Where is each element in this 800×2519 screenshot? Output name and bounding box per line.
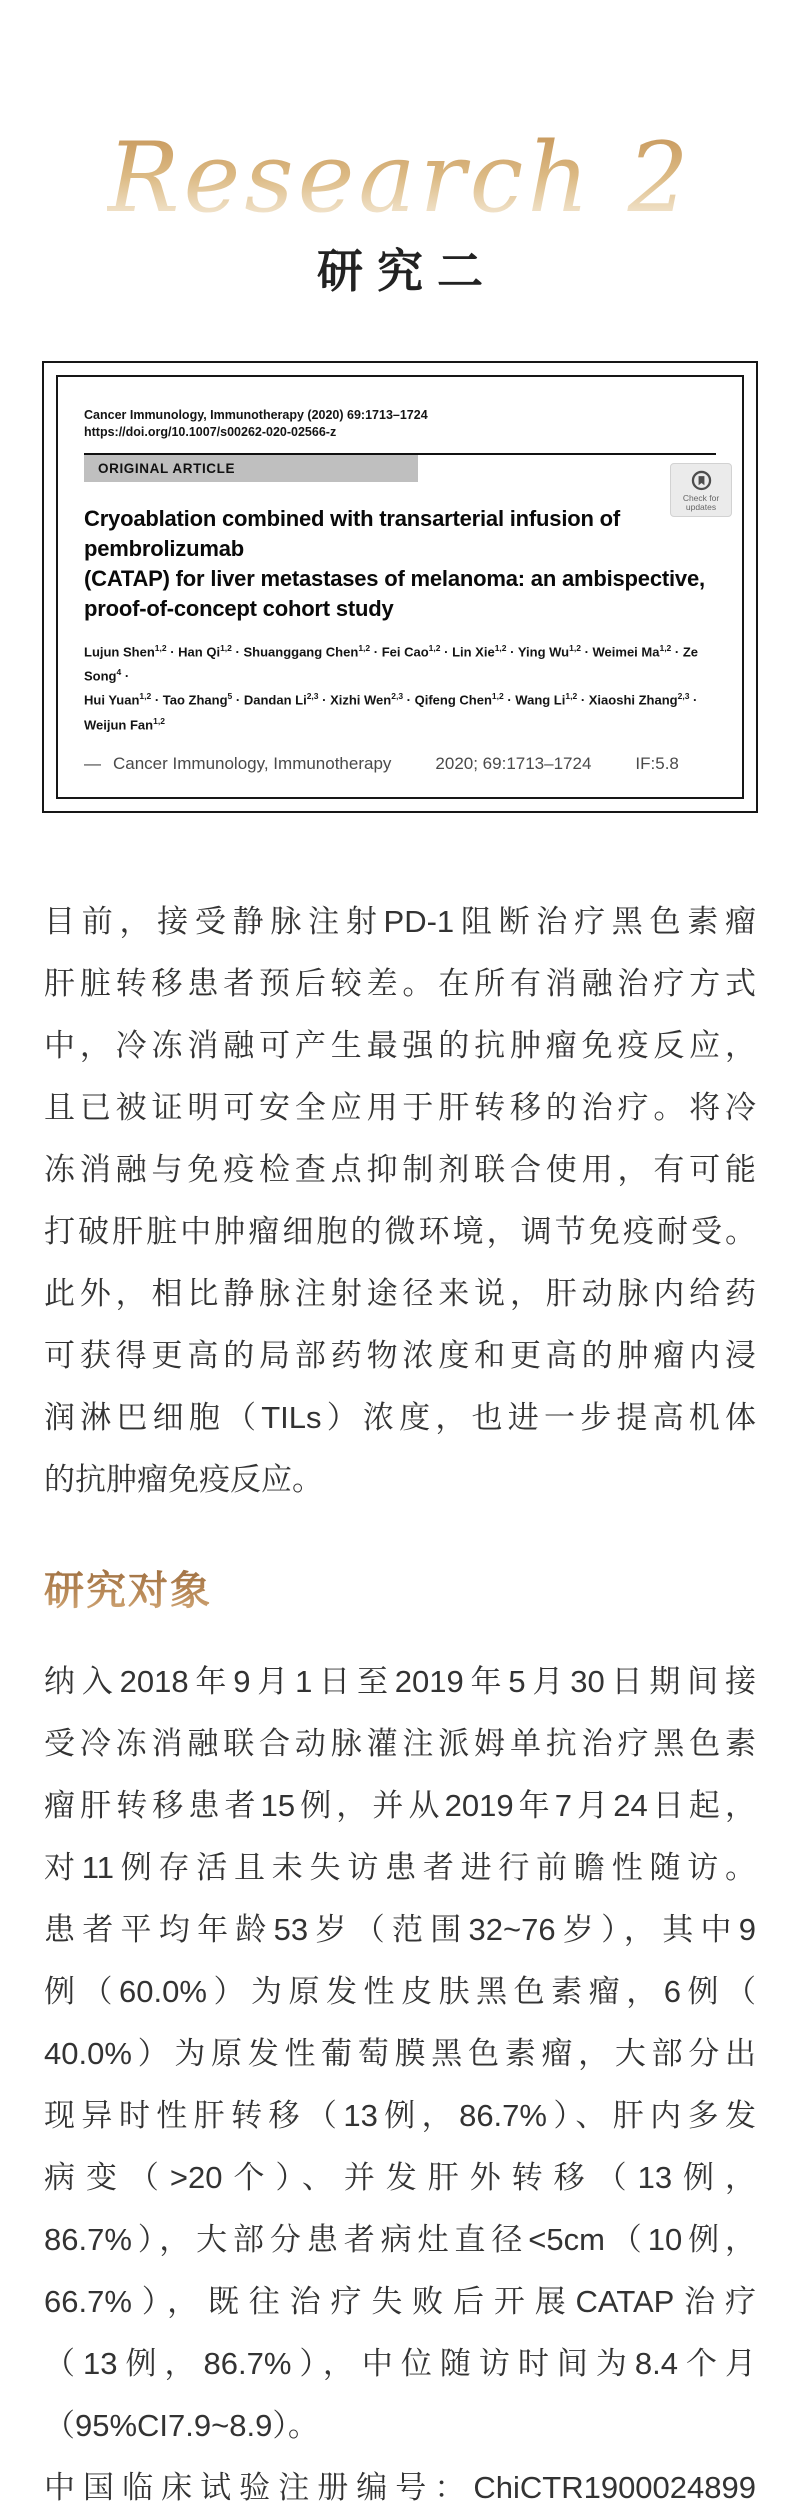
text-line: 对11例存活且未失访患者进行前瞻性随访。	[44, 1850, 756, 1886]
author-name: Ying Wu	[517, 644, 570, 660]
text-line: 目前，接受静脉注射PD-1阻断治疗黑色素瘤	[44, 904, 756, 940]
author-name: Fei Cao	[381, 644, 429, 660]
text-line: 受冷冻消融联合动脉灌注派姆单抗治疗黑色素	[44, 1726, 756, 1762]
section-heading-study-subjects: 研究对象	[44, 1567, 212, 1615]
author-affiliation-sup: 1,2	[153, 715, 165, 726]
text-line: 86.7%），大部分患者病灶直径<5cm（10例，	[44, 2222, 756, 2258]
author-affiliation-sup: 2,3	[677, 691, 690, 702]
paper-figure	[42, 361, 758, 813]
author-affiliation-sup: 2,3	[306, 691, 319, 702]
paper-title-line: (CATAP) for liver metastases of melanoma: an ambispective,	[84, 565, 705, 591]
text-line: 40.0%）为原发性葡萄膜黑色素瘤，大部分出	[44, 2036, 756, 2072]
check-badge-label-2: updates	[685, 502, 717, 513]
text-line: 冻消融与免疫检查点抑制剂联合使用，有可能	[44, 1152, 756, 1188]
author-name: Tao Zhang	[162, 692, 228, 708]
author-name: Ze Song	[84, 644, 699, 684]
author-name: Weijun Fan	[84, 717, 154, 733]
text-line: 润淋巴细胞（TILs）浓度，也进一步提高机体	[44, 1400, 756, 1436]
text-line: 现异时性肝转移（13例，86.7%）、肝内多发	[44, 2098, 756, 2134]
author-affiliation-sup: 2,3	[391, 691, 404, 702]
check-badge-label-1: Check for	[682, 492, 720, 503]
text-line: 患者平均年龄53岁（范围32~76岁），其中9	[44, 1912, 756, 1948]
doi-line: https://doi.org/10.1007/s00262-020-02566-z	[84, 424, 337, 439]
author-affiliation-sup: 1,2	[428, 642, 441, 653]
author-name: Dandan Li	[243, 692, 307, 708]
study-subjects-paragraph	[44, 1651, 756, 2519]
paper-figure-inner	[56, 375, 744, 799]
author-name: Xizhi Wen	[330, 692, 392, 708]
check-for-updates-icon	[689, 469, 714, 494]
author-name: Han Qi	[178, 644, 221, 660]
text-line: 例（60.0%）为原发性皮肤黑色素瘤，6例（	[44, 1974, 756, 2010]
author-name: Xiaoshi Zhang	[588, 692, 678, 708]
text-line: 且已被证明可安全应用于肝转移的治疗。将冷	[44, 1090, 756, 1126]
author-affiliation-sup: 1,2	[220, 642, 232, 653]
text-line: 此外，相比静脉注射途径来说，肝动脉内给药	[44, 1276, 756, 1312]
citation-volume-pages: 2020; 69:1713–1724	[435, 754, 592, 774]
paper-title	[84, 504, 716, 624]
author-affiliation-sup: 4	[116, 667, 122, 678]
text-line: 纳入2018年9月1日至2019年5月30日期间接	[44, 1664, 756, 1700]
text-line: 病变（>20个）、并发肝外转移（13例，	[44, 2160, 756, 2196]
author-affiliation-sup: 5	[227, 691, 233, 702]
author-affiliation-sup: 1,2	[139, 691, 152, 702]
text-line: 肝脏转移患者预后较差。在所有消融治疗方式	[44, 966, 756, 1002]
article-type-rule	[84, 453, 720, 513]
paper-authors-line: Lujun Shen$^{1,2}$ · Han Qi$^{1,2}$ · Shuanggang Chen$^{1,2}$ · Fei Cao$^{1,2}$ · Lin Xie$^{1,2}$ · Ying Wu$^{1,2}$ · Weimei Ma$^{1,2}$ · Ze Song$^4$ ·	[84, 642, 699, 684]
text-line: （13例，86.7%），中位随访时间为8.4个月	[44, 2346, 756, 2382]
page-header	[0, 0, 800, 301]
author-affiliation-sup: 1,2	[659, 642, 672, 653]
text-line: 中国临床试验注册编号：ChiCTR1900024899	[44, 2470, 756, 2506]
author-affiliation-sup: 1,2	[569, 642, 581, 653]
citation-journal: Cancer Immunology, Immunotherapy	[113, 754, 392, 774]
author-name: Shuanggang Chen	[243, 644, 359, 660]
author-name: Lin Xie	[452, 644, 495, 660]
paper-authors-line: Hui Yuan$^{1,2}$ · Tao Zhang$^5$ · Dandan Li$^{2,3}$ · Xizhi Wen$^{2,3}$ · Qifeng Chen$^{1,2}$ · Wang Li$^{1,2}$ · Xiaoshi Zhang$^{2,3}$ · Weijun Fan$^{1,2}$	[84, 691, 698, 733]
author-affiliation-sup: 1,2	[154, 642, 167, 653]
text-line: 可获得更高的局部药物浓度和更高的肿瘤内浸	[44, 1338, 756, 1374]
author-affiliation-sup: 1,2	[494, 642, 507, 653]
article-type-bar: ORIGINAL ARTICLE	[84, 455, 418, 482]
author-affiliation-sup: 1,2	[491, 691, 504, 702]
text-line: 66.7%），既往治疗失败后开展CATAP治疗	[44, 2284, 756, 2320]
author-name: Qifeng Chen	[414, 692, 492, 708]
text-line: 中，冷冻消融可产生最强的抗肿瘤免疫反应，	[44, 1028, 756, 1064]
author-affiliation-sup: 1,2	[358, 642, 371, 653]
text-line: （95%CI7.9~8.9）。	[44, 2408, 319, 2444]
paper-citation-row	[84, 753, 716, 775]
text-line: 的抗肿瘤免疫反应。	[44, 1462, 323, 1498]
author-name: Wang Li	[515, 692, 566, 708]
paper-title-line: proof-of-concept cohort study	[84, 595, 394, 621]
author-name: Weimei Ma	[592, 644, 660, 660]
paper-title-line: Cryoablation combined with transarterial infusion of pembrolizumab	[84, 505, 620, 561]
intro-paragraph	[44, 891, 756, 1511]
author-name: Lujun Shen	[84, 644, 155, 660]
paper-authors	[84, 638, 716, 735]
text-line: 瘤肝转移患者15例，并从2019年7月24日起，	[44, 1788, 756, 1824]
citation-dash: —	[84, 754, 101, 774]
text-line: 打破肝脏中肿瘤细胞的微环境，调节免疫耐受。	[44, 1214, 756, 1250]
author-affiliation-sup: 1,2	[565, 691, 578, 702]
research-script-title: Research 2	[107, 122, 693, 234]
check-for-updates-badge	[670, 463, 732, 517]
author-name: Hui Yuan	[84, 692, 140, 708]
citation-impact-factor: IF:5.8	[635, 754, 679, 774]
journal-citation-line: Cancer Immunology, Immunotherapy (2020) 69:1713–1724	[84, 407, 428, 422]
research-cn-title: 研究二	[317, 243, 497, 298]
